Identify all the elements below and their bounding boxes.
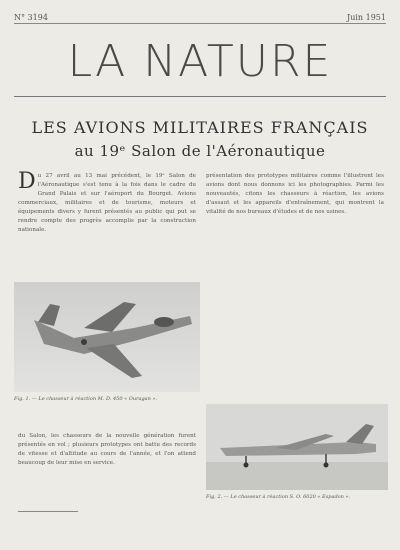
figure-photo-2 <box>206 404 388 490</box>
issue-number: N° 3194 <box>14 13 48 22</box>
top-rule <box>14 23 386 24</box>
masthead-rule <box>14 96 386 97</box>
article-column-right: présentation des prototypes militaires comme l'illustrent les avions dont nous donnons ici les photographies. Parmi les nouveautés, citons les chasseurs à réaction, les avions d'assaut et les appareils d'entraînement, qui montrent la vitalité de nos bureaux d'études et de nos usines. <box>206 173 384 215</box>
issue-date: Juin 1951 <box>347 13 386 22</box>
article-bottom-text: du Salon, les chasseurs de la nouvelle génération furent présentés en vol ; plusieurs prototypes ont battu des records de vitesse et d'altitude au cours de l'année, et l'on attend beaucoup de leur mise en service. <box>18 433 196 466</box>
article-subtitle: au 19ᵉ Salon de l'Aéronautique <box>74 142 326 160</box>
dropcap: D <box>18 169 36 194</box>
footnote-rule <box>18 511 78 512</box>
masthead: LA NATURE <box>67 36 333 87</box>
jet-on-ground-photo <box>206 404 388 490</box>
jet-fighter-photo <box>14 282 200 392</box>
column-left-text: u 27 avril au 13 mai précédent, le 19ᵉ Salon de l'Aéronautique s'est tenu à la fois dans le cadre du Grand Palais et sur l'aéroport du Bourget. Avions commerciaux, militaires et de tourisme, moteurs et équipements divers y furent présentés au public qui put se rendre compte des progrès accomplis par la construction nationale. <box>18 173 196 233</box>
article-column-left <box>18 169 196 235</box>
figure-caption-1: Fig. 1. — Le chasseur à réaction M. D. 450 « Ouragan ». <box>14 396 158 402</box>
article-title: LES AVIONS MILITAIRES FRANÇAIS <box>31 118 369 137</box>
figure-caption-2: Fig. 2. — Le chasseur à réaction S. O. 6020 « Espadon ». <box>206 494 351 500</box>
figure-photo-1 <box>14 282 200 392</box>
